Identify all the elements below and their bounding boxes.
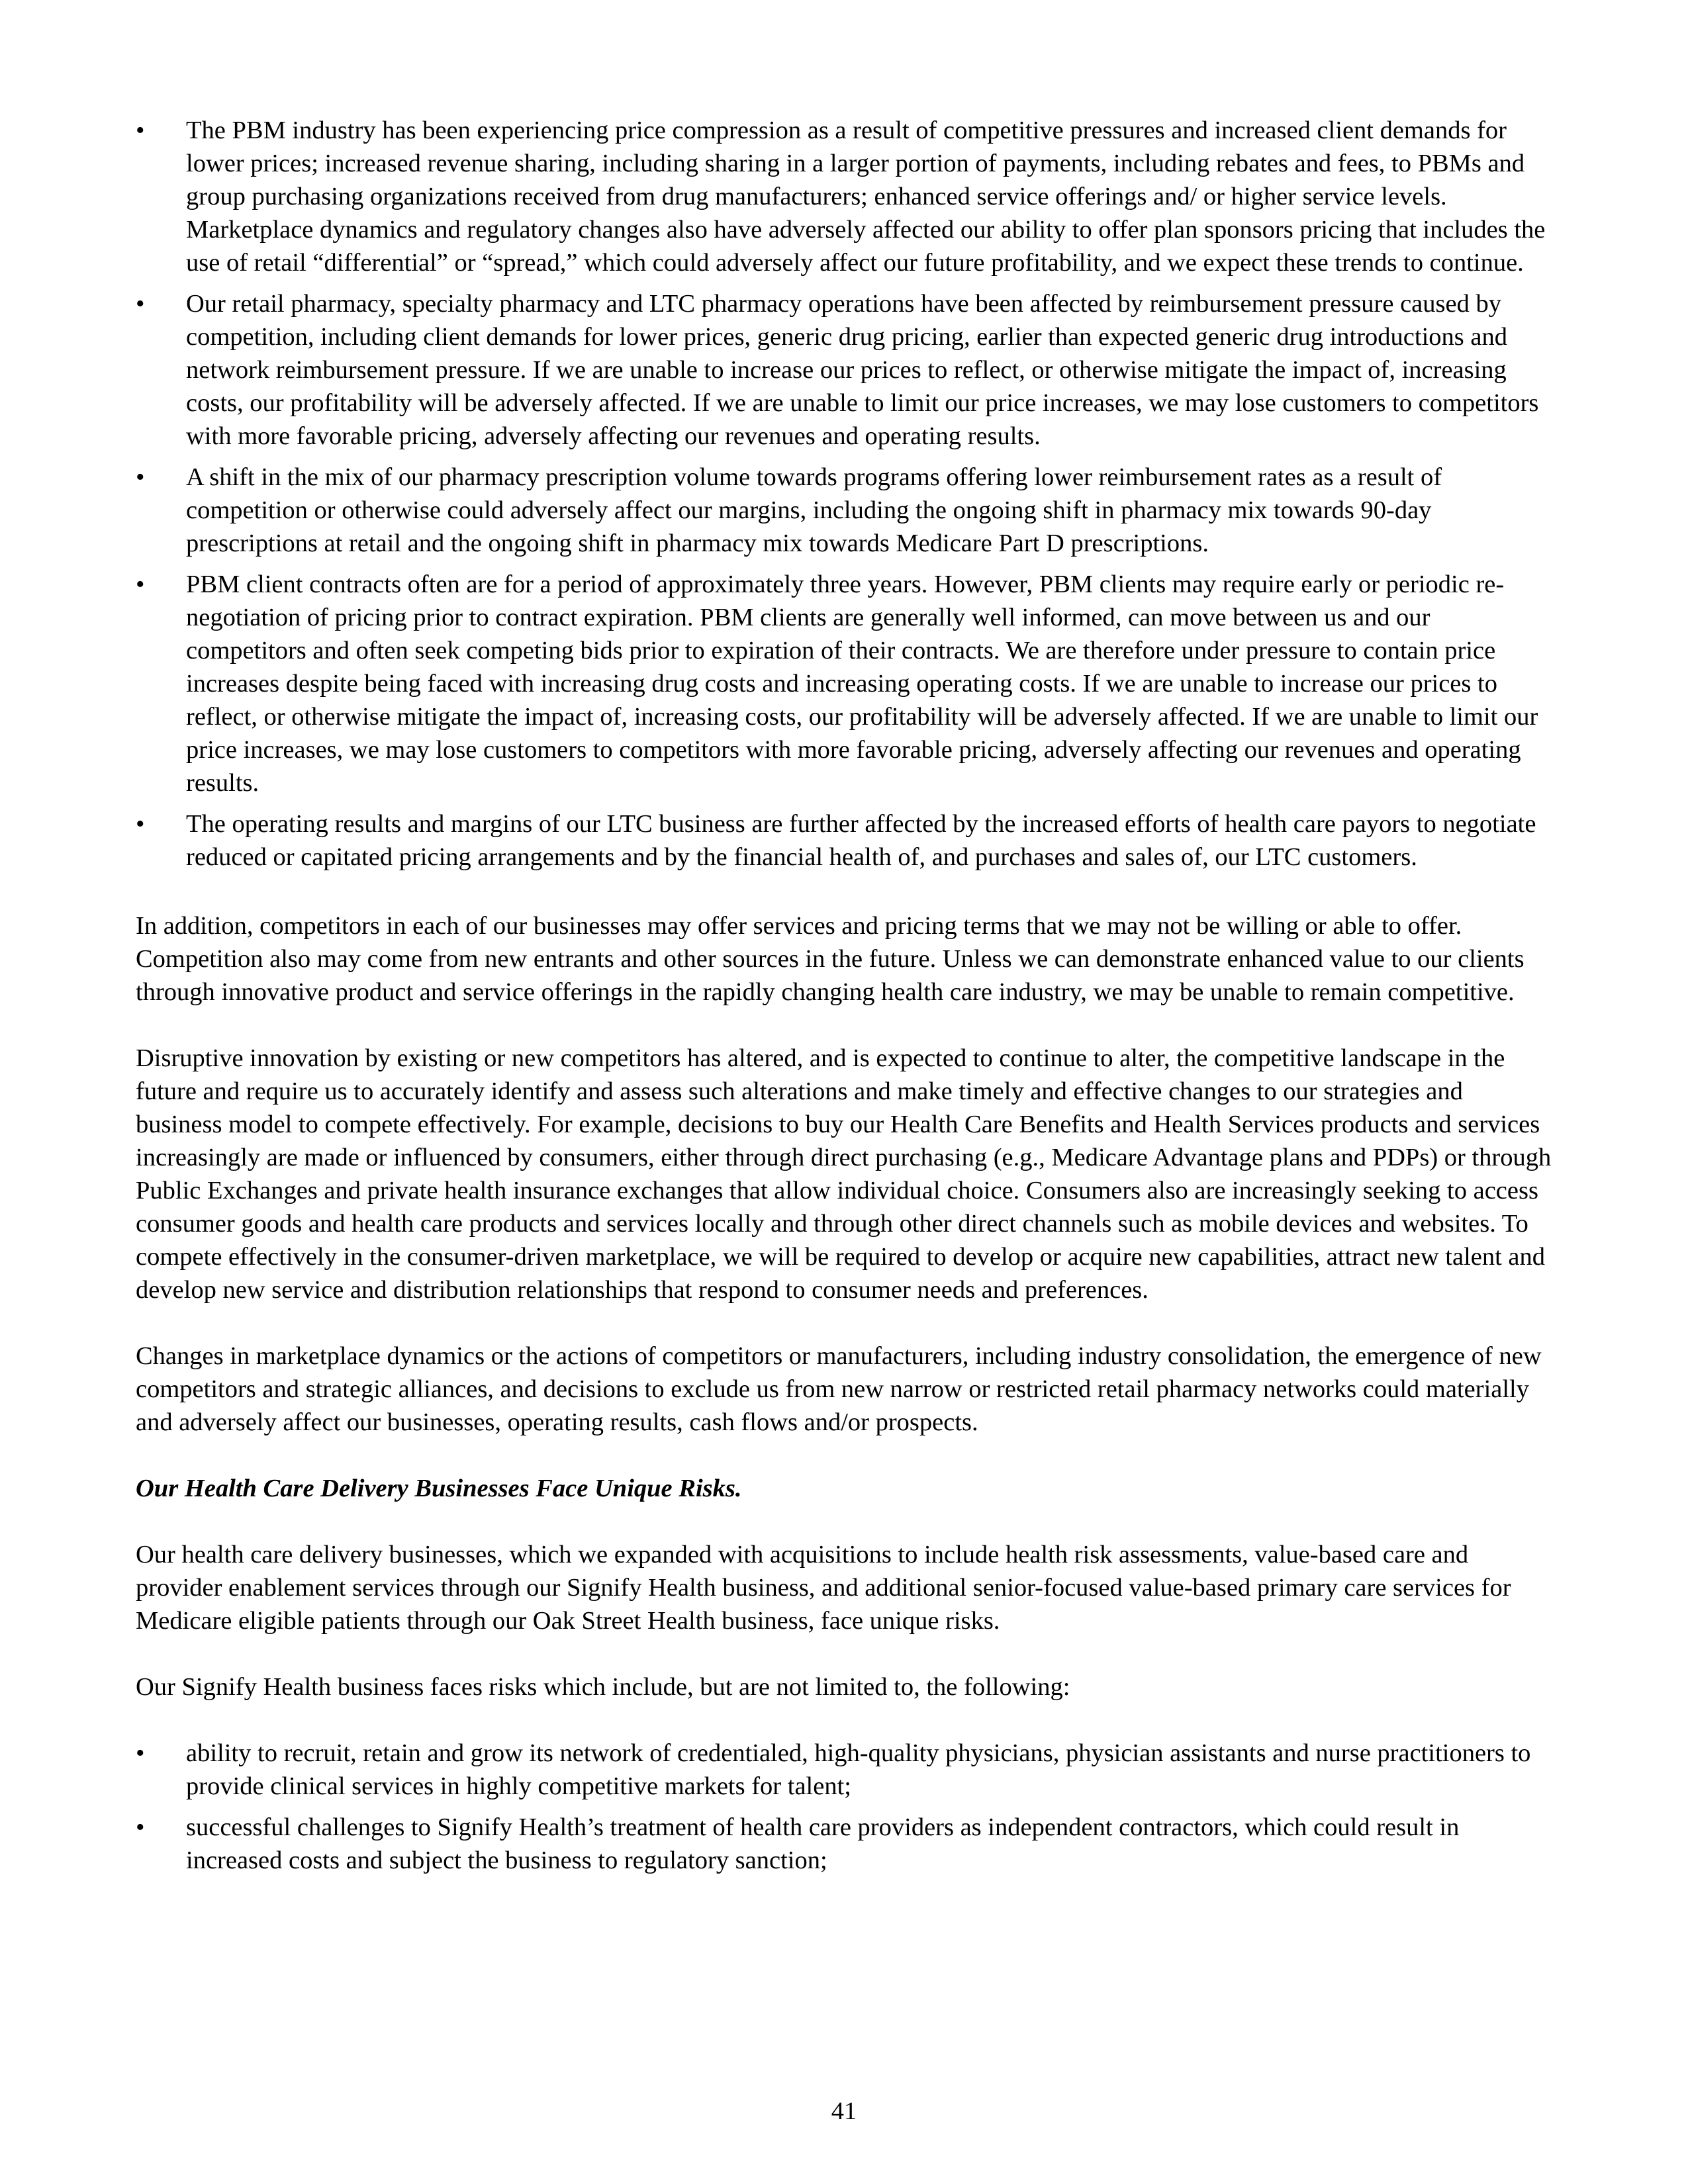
- list-item-text: PBM client contracts often are for a period of approximately three years. However, PBM clients may require early or periodic re-negotiation of pricing prior to contract expiration. PBM clients are generally well informed, can move between us and our competitors and often seek competing bids prior to expiration of their contracts. We are therefore under pressure to contain price increases despite being faced with increasing drug costs and increasing operating costs. If we are unable to increase our prices to reflect, or otherwise mitigate the impact of, increasing costs, our profitability will be adversely affected. If we are unable to limit our price increases, we may lose customers to competitors with more favorable pricing, adversely affecting our revenues and operating results.: [186, 570, 1538, 797]
- health-care-delivery-paragraph: Our health care delivery businesses, which we expanded with acquisitions to include health risk assessments, value-based care and provider enablement services through our Signify Health business, and additional senior-focused value-based primary care services for Medicare eligible patients through our Oak Street Health business, face unique risks.: [136, 1541, 1511, 1635]
- bullet-marker: •: [136, 463, 145, 491]
- list-item: [136, 1737, 1552, 1803]
- list-item: [136, 568, 1552, 799]
- competition-paragraph: In addition, competitors in each of our businesses may offer services and pricing terms that we may not be willing or able to offer. Competition also may come from new entrants and other sources in the future. Unless we can demonstrate enhanced value to our clients through innovative product and service offerings in the rapidly changing health care industry, we may be unable to remain competitive.: [136, 912, 1524, 1006]
- list-item-text: ability to recruit, retain and grow its network of credentialed, high-quality physicians, physician assistants and nurse practitioners to provide clinical services in highly competitive markets for talent;: [186, 1739, 1531, 1800]
- list-item: [136, 1811, 1552, 1877]
- list-item: [136, 114, 1552, 279]
- list-item-text: The operating results and margins of our LTC business are further affected by the increased efforts of health care payors to negotiate reduced or capitated pricing arrangements and by the financial health of, and purchases and sales of, our LTC customers.: [186, 810, 1536, 871]
- page-number: 41: [831, 2097, 857, 2125]
- list-item-text: Our retail pharmacy, specialty pharmacy and LTC pharmacy operations have been affected by reimbursement pressure caused by competition, including client demands for lower prices, generic drug pricing, earlier than expected generic drug introductions and network reimbursement pressure. If we are unable to increase our prices to reflect, or otherwise mitigate the impact of, increasing costs, our profitability will be adversely affected. If we are unable to limit our price increases, we may lose customers to competitors with more favorable pricing, adversely affecting our revenues and operating results.: [186, 290, 1539, 450]
- pricing-pressure-bullet-list: [136, 114, 1552, 874]
- section-heading: Our Health Care Delivery Businesses Face Unique Risks.: [136, 1475, 742, 1502]
- list-item: [136, 807, 1552, 874]
- list-item: [136, 287, 1552, 453]
- bullet-marker: •: [136, 290, 145, 318]
- list-item: [136, 461, 1552, 560]
- marketplace-dynamics-paragraph: Changes in marketplace dynamics or the actions of competitors or manufacturers, including industry consolidation, the emergence of new competitors and strategic alliances, and decisions to exclude us from new narrow or restricted retail pharmacy networks could materially and adversely affect our businesses, operating results, cash flows and/or prospects.: [136, 1342, 1542, 1436]
- bullet-marker: •: [136, 116, 145, 144]
- bullet-marker: •: [136, 570, 145, 598]
- list-item-text: successful challenges to Signify Health’s treatment of health care providers as independent contractors, which could result in increased costs and subject the business to regulatory sanction;: [186, 1813, 1460, 1874]
- signify-intro-paragraph: Our Signify Health business faces risks which include, but are not limited to, the following:: [136, 1673, 1070, 1701]
- list-item-text: A shift in the mix of our pharmacy prescription volume towards programs offering lower reimbursement rates as a result of competition or otherwise could adversely affect our margins, including the ongoing shift in pharmacy mix towards 90-day prescriptions at retail and the ongoing shift in pharmacy mix towards Medicare Part D prescriptions.: [186, 463, 1442, 557]
- signify-risks-bullet-list: [136, 1737, 1552, 1877]
- disruptive-innovation-paragraph: Disruptive innovation by existing or new competitors has altered, and is expected to continue to alter, the competitive landscape in the future and require us to accurately identify and assess such alterations and make timely and effective changes to our strategies and business model to compete effectively. For example, decisions to buy our Health Care Benefits and Health Services products and services increasingly are made or influenced by consumers, either through direct purchasing (e.g., Medicare Advantage plans and PDPs) or through Public Exchanges and private health insurance exchanges that allow individual choice. Consumers also are increasingly seeking to access consumer goods and health care products and services locally and through other direct channels such as mobile devices and websites. To compete effectively in the consumer-driven marketplace, we will be required to develop or acquire new capabilities, attract new talent and develop new service and distribution relationships that respond to consumer needs and preferences.: [136, 1044, 1552, 1304]
- list-item-text: The PBM industry has been experiencing price compression as a result of competitive pressures and increased client demands for lower prices; increased revenue sharing, including sharing in a larger portion of payments, including rebates and fees, to PBMs and group purchasing organizations received from drug manufacturers; enhanced service offerings and/ or higher service levels. Marketplace dynamics and regulatory changes also have adversely affected our ability to offer plan sponsors pricing that includes the use of retail “differential” or “spread,” which could adversely affect our future profitability, and we expect these trends to continue.: [186, 116, 1546, 277]
- bullet-marker: •: [136, 810, 145, 838]
- document-page: [136, 114, 1552, 1885]
- bullet-marker: •: [136, 1739, 145, 1767]
- bullet-marker: •: [136, 1813, 145, 1841]
